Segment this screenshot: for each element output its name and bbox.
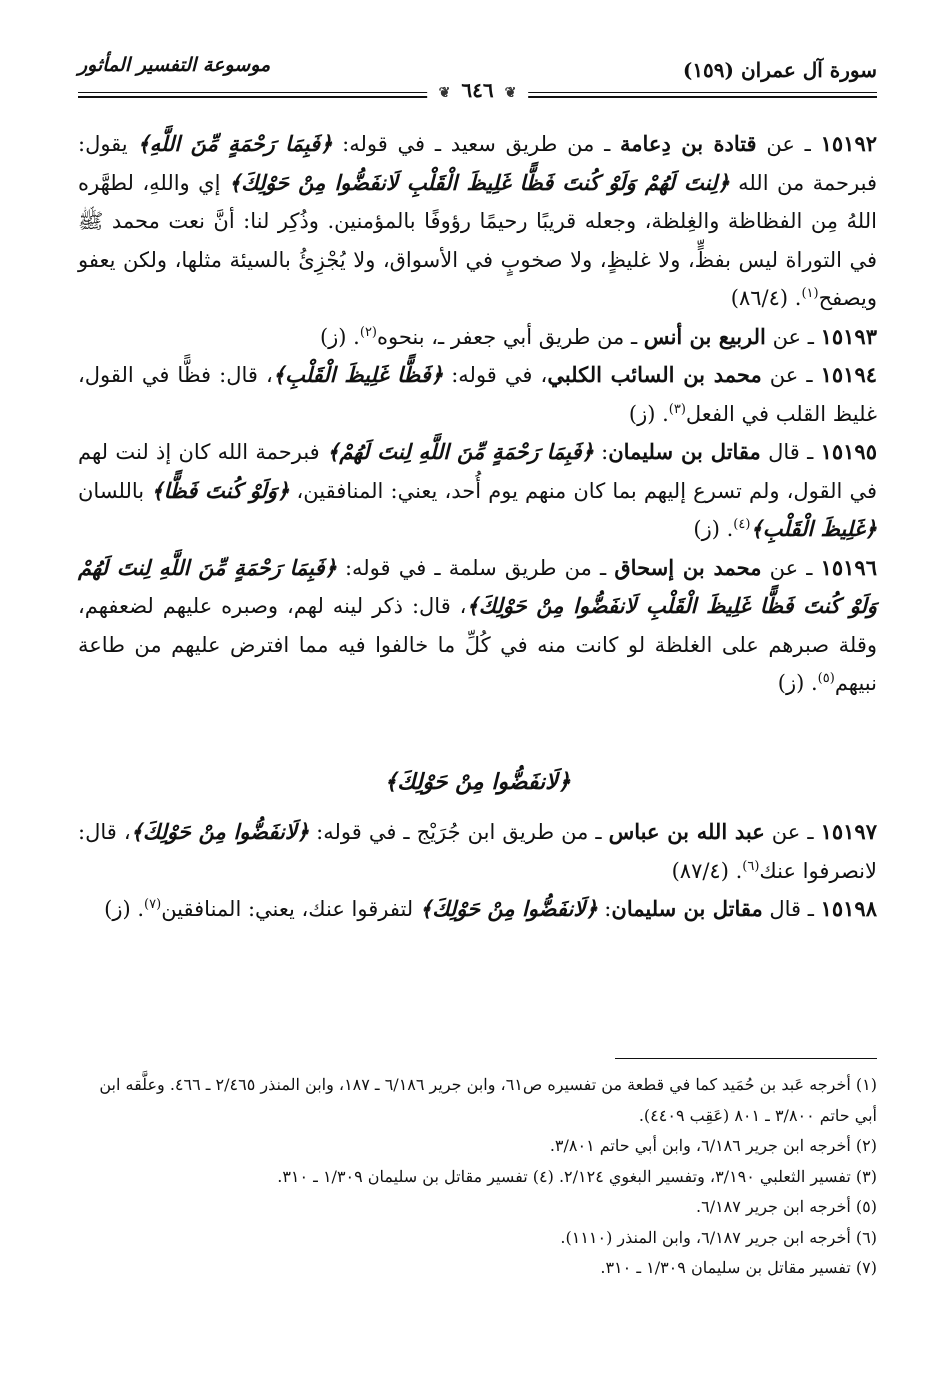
narration-text: فبرحمة الله كان إذ لنت لهم في القول، ولم تسرع إليهم بما كان منهم يوم أُحد، يعني: المنافقين، — [78, 440, 877, 503]
footnote: (١) أخرجه عَبد بن حُمَيد كما في قطعة من تفسيره ص٦١، وابن جرير ٦/١٨٦ ـ ١٨٧، وابن المنذر ٢/٤٦٥ ـ ٤٦٦. وعلَّقه ابن أبي حاتم ٣/٨٠٠ ـ ٨٠١ (عَقِب ٤٤٠٩). — [99, 1075, 877, 1125]
footnote-ref: (٤) — [733, 517, 751, 532]
narration-text: . (٨٦/٤) — [730, 286, 802, 310]
narrator-name: عبد الله بن عباس — [608, 819, 765, 844]
footnote: (٦) أخرجه ابن جرير ٦/١٨٧، وابن المنذر (١١١٠). — [560, 1227, 877, 1247]
quran-quote: ﴿لَانفَضُّوا مِنْ حَوْلِكَ﴾ — [130, 819, 310, 844]
quran-quote: ﴿غَلِيظَ الْقَلْبِ﴾ — [750, 516, 877, 541]
footnote-separator — [615, 1058, 877, 1059]
narration-text: . (ز) — [777, 671, 818, 695]
narration-text: . (ز) — [693, 517, 734, 541]
narration-text: ، في قوله: — [443, 363, 548, 387]
narration-paragraph — [78, 549, 877, 703]
narration-number: ١٥١٩٣ — [820, 323, 877, 349]
narration-text: يقول: فبرحمة من الله — [78, 132, 877, 195]
quran-quote: ﴿فَبِمَا رَحْمَةٍ مِّنَ اللَّهِ﴾ — [137, 131, 333, 156]
book-title: موسوعة التفسير المأثور — [78, 54, 271, 76]
narration-text: ـ من طريق أبي جعفر ـ، بنحوه — [377, 324, 644, 349]
narration-text: ـ عن — [756, 132, 821, 156]
section-heading: ﴿لَانفَضُّوا مِنْ حَوْلِكَ﴾ — [384, 768, 571, 795]
narration-text: ـ عن — [761, 555, 821, 580]
quran-quote: ﴿فَبِمَا رَحْمَةٍ مِّنَ اللَّهِ لِنتَ لَهُمْ وَلَوْ كُنتَ فَظًّا غَلِيظَ الْقَلْبِ لَانفَضُّوا مِنْ حَوْلِكَ﴾ — [78, 554, 878, 618]
page-number-value: ٦٤٦ — [461, 78, 494, 102]
narration-paragraph — [78, 813, 877, 890]
footnote-ref: (١) — [801, 286, 819, 301]
quran-quote: ﴿فَظًّا غَلِيظَ الْقَلْبِ﴾ — [272, 362, 444, 387]
narration-number: ١٥١٩٤ — [820, 362, 878, 387]
narration-text: ـ عن — [761, 363, 821, 387]
narration-paragraph — [78, 356, 877, 433]
narration-text: : — [597, 897, 612, 921]
narration-text: . (ز) — [628, 401, 669, 426]
ornament-icon: ❦ — [504, 85, 517, 101]
narration-text: إي واللهِ، لطهَّره اللهُ مِن الفظاظة والغِلظة، وجعله قريبًا رحيمًا رؤوفًا بالمؤمنين. وذُكِر لنا: أنَّ نعت محمد ﷺ في التوراة ليس بفظٍّ، ولا غليظٍ، ولا صخوبٍ في الأسواق، ولا يُجْزِئُ بالسيئة مثلها، ولكن يعفو ويصفح — [78, 170, 877, 310]
narrations-group-1 — [78, 125, 877, 703]
quran-quote: ﴿لَانفَضُّوا مِنْ حَوْلِكَ﴾ — [419, 896, 598, 921]
narrator-name: مقاتل بن سليمان — [608, 439, 761, 464]
narrator-name: محمد بن السائب الكلبي — [547, 362, 762, 387]
narration-paragraph — [78, 125, 877, 318]
narration-number: ١٥١٩٦ — [820, 554, 877, 580]
narration-number: ١٥١٩٨ — [820, 896, 877, 921]
footnote-ref: (٧) — [144, 897, 162, 912]
quran-quote: ﴿لِنتَ لَهُمْ وَلَوْ كُنتَ فَظًّا غَلِيظَ الْقَلْبِ لَانفَضُّوا مِنْ حَوْلِكَ﴾ — [228, 169, 730, 195]
narrator-name: مقاتل بن سليمان — [611, 896, 763, 921]
narration-text: . (ز) — [319, 324, 360, 349]
narration-text: . (٨٧/٤) — [671, 858, 743, 883]
footnote: (٧) تفسير مقاتل بن سليمان ١/٣٠٩ ـ ٣١٠. — [600, 1258, 877, 1277]
narration-text: ، قال: ذكر لينه لهم، وصبره عليهم لضعفهم، وقلة صبرهم على الغلظة لو كانت منه في كُلِّ ما خالفوا فيه مما افترض عليهم من طاعة نبيهم — [78, 594, 877, 695]
narration-number: ١٥١٩٥ — [820, 439, 877, 464]
narration-text: ـ قال — [760, 440, 821, 464]
narration-text: لتفرقوا عنك، يعني: المنافقين — [161, 897, 420, 921]
narration-number: ١٥١٩٧ — [820, 819, 877, 844]
footnote: (٥) أخرجه ابن جرير ٦/١٨٧. — [696, 1197, 877, 1216]
narration-paragraph — [78, 318, 877, 357]
narration-text: ـ عن — [765, 324, 821, 349]
quran-quote: ﴿وَلَوْ كُنتَ فَظًّا﴾ — [151, 477, 290, 503]
footnotes — [78, 1070, 877, 1284]
ornament-icon: ❦ — [438, 85, 451, 101]
page-number — [427, 78, 529, 102]
narrator-name: محمد بن إسحاق — [614, 554, 762, 580]
narration-number: ١٥١٩٢ — [820, 131, 878, 156]
narration-text: ـ من طريق سلمة ـ في قوله: — [336, 555, 615, 580]
narrations-group-2 — [78, 813, 877, 929]
narrator-name: قتادة بن دِعامة — [620, 131, 757, 156]
narration-text: ـ من طريق سعيد ـ في قوله: — [332, 132, 621, 156]
narration-paragraph — [78, 890, 877, 929]
narration-text: باللسان — [78, 478, 152, 503]
main-text — [78, 125, 877, 929]
page-header — [78, 48, 877, 108]
narration-text: ، قال: لانصرفوا عنك — [78, 820, 877, 883]
footnote-ref: (٢) — [359, 324, 377, 340]
quran-quote: ﴿فَبِمَا رَحْمَةٍ مِّنَ اللَّهِ لِنتَ لَهُمْ﴾ — [327, 439, 594, 464]
narrator-name: الربيع بن أنس — [643, 323, 766, 349]
footnote: (٣) تفسير الثعلبي ٣/١٩٠، وتفسير البغوي ٢/١٢٤. (٤) تفسير مقاتل بن سليمان ١/٣٠٩ ـ ٣١٠. — [277, 1166, 877, 1186]
narration-paragraph — [78, 433, 877, 549]
narration-text: ـ عن — [764, 820, 821, 844]
narration-text: . (ز) — [104, 897, 145, 921]
narration-text: : — [593, 440, 609, 464]
surah-title: سورة آل عمران (١٥٩) — [682, 58, 877, 82]
footnote-ref: (٣) — [668, 401, 686, 417]
footnote: (٢) أخرجه ابن جرير ٦/١٨٦، وابن أبي حاتم ٣/٨٠١. — [549, 1136, 877, 1155]
narration-text: ـ قال — [762, 897, 821, 921]
narration-text: ، قال: فظًّا في القول، غليظ القلب في الفعل — [78, 363, 877, 426]
narration-text: ـ من طريق ابن جُرَيْج ـ في قوله: — [309, 820, 609, 844]
footnote-ref: (٦) — [742, 858, 760, 874]
footnote-ref: (٥) — [817, 671, 835, 686]
